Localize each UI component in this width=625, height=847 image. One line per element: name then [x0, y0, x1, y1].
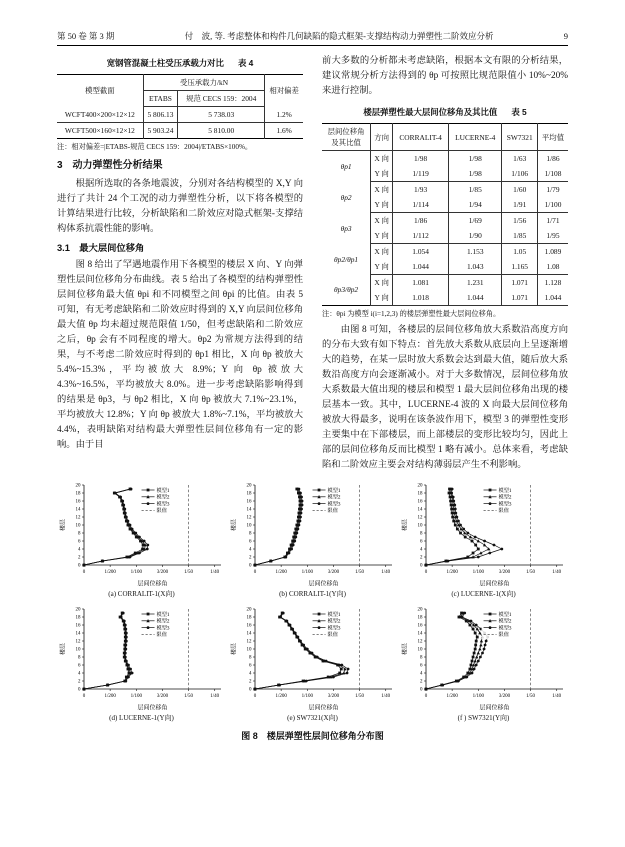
svg-text:18: 18	[75, 615, 80, 621]
table5-value: 1/85	[502, 228, 538, 244]
svg-text:2: 2	[248, 555, 251, 561]
subplot-caption: (a) CORRALIT-1(X向)	[108, 590, 175, 598]
table4-row	[57, 107, 303, 123]
svg-text:1/200: 1/200	[103, 570, 116, 575]
svg-text:模型3: 模型3	[498, 501, 512, 508]
svg-text:层间位移角: 层间位移角	[478, 705, 510, 712]
svg-text:12: 12	[417, 515, 422, 521]
svg-text:4: 4	[248, 671, 251, 677]
table4-cell-etabs: 5 903.24	[143, 123, 177, 139]
section-heading-3: 3 动力弹塑性分析结果	[57, 160, 163, 171]
svg-text:1/50: 1/50	[183, 694, 193, 699]
table4-col-dev: 相对偏差	[265, 75, 303, 107]
svg-text:模型1: 模型1	[498, 487, 512, 494]
theta-label: θp2/θp1	[334, 254, 359, 264]
svg-text:12: 12	[246, 515, 251, 521]
svg-text:16: 16	[246, 499, 251, 505]
table5-note: 注：θpi 为模型 i(i=1,2,3) 的楼层弹塑性最大层间位移角。	[322, 310, 501, 318]
svg-text:8: 8	[77, 655, 80, 661]
svg-text:模型2: 模型2	[498, 618, 512, 625]
table4-col-model: 模型截面	[57, 75, 143, 107]
svg-text:6: 6	[77, 663, 80, 669]
subplot-caption: (c) LUCERNE-1(X向)	[451, 590, 516, 598]
table5-value: 1.05	[502, 244, 538, 260]
svg-text:模型2: 模型2	[498, 494, 512, 501]
table5-dir: Y 向	[371, 166, 393, 182]
svg-text:楼层: 楼层	[60, 643, 66, 655]
table5-value: 1/63	[502, 151, 538, 167]
table4	[57, 74, 303, 139]
table5-dir: X 向	[371, 182, 393, 198]
svg-text:1/50: 1/50	[525, 570, 535, 575]
table5-header-cell: LUCERNE-4	[449, 124, 502, 151]
table4-col-code: 规范 CECS 159：2004	[178, 91, 265, 107]
svg-text:8: 8	[248, 531, 251, 537]
svg-text:模型3: 模型3	[156, 625, 170, 632]
table5-value: 1/90	[449, 228, 502, 244]
table5-row-x	[322, 275, 568, 291]
svg-text:10: 10	[246, 523, 251, 529]
svg-text:4: 4	[248, 547, 251, 553]
svg-text:12: 12	[417, 639, 422, 645]
svg-text:20: 20	[75, 483, 80, 489]
svg-text:楼层: 楼层	[402, 519, 408, 531]
svg-text:1/200: 1/200	[445, 570, 458, 575]
table5-value: 1/71	[538, 213, 569, 229]
figure8-subplot	[58, 479, 226, 599]
svg-text:8: 8	[419, 531, 422, 537]
svg-text:模型3: 模型3	[156, 501, 170, 508]
table4-title-text: 宽钢管混凝土柱受压承载力对比	[106, 58, 224, 68]
figure8-subplot	[400, 603, 568, 723]
svg-text:3/200: 3/200	[156, 570, 168, 575]
table4-cell-etabs: 5 806.13	[143, 107, 177, 123]
table5-value: 1/56	[502, 213, 538, 229]
table4-col-etabs: ETABS	[143, 91, 177, 107]
table5-value: 1/100	[538, 197, 569, 213]
table5-value: 1/86	[538, 151, 569, 167]
figure8-subplot	[58, 603, 226, 723]
line-chart	[58, 479, 226, 589]
paragraph-3: 前大多数的分析都未考虑缺陷，根据本文有限的分析结果，建议常规分析方法得到的 θp 可按照比规范限值小 10%~20% 来进行控制。	[322, 56, 568, 96]
svg-text:限值: 限值	[498, 508, 509, 515]
figure8-subplot	[229, 603, 397, 723]
table5-value: 1.08	[538, 259, 569, 275]
table5-row-x	[322, 244, 568, 260]
table5-value: 1.071	[502, 290, 538, 306]
svg-text:0: 0	[82, 694, 85, 699]
table5-value: 1.043	[449, 259, 502, 275]
svg-text:1/200: 1/200	[274, 570, 287, 575]
svg-text:1/50: 1/50	[183, 570, 193, 575]
section-heading-3-1: 3.1 最大层间位移角	[57, 243, 145, 253]
svg-text:层间位移角: 层间位移角	[307, 705, 339, 712]
table5-value: 1/108	[538, 166, 569, 182]
svg-text:2: 2	[419, 555, 422, 561]
svg-text:1/200: 1/200	[445, 694, 458, 699]
svg-text:1/100: 1/100	[130, 694, 142, 699]
table5-value: 1.231	[449, 275, 502, 291]
table5-title	[322, 105, 568, 120]
svg-text:10: 10	[75, 647, 80, 653]
svg-text:14: 14	[75, 631, 80, 637]
svg-text:0: 0	[253, 570, 256, 575]
table5-value: 1.165	[502, 259, 538, 275]
svg-text:1/40: 1/40	[209, 570, 219, 575]
table4-tag: 表 4	[237, 58, 254, 68]
svg-text:16: 16	[75, 623, 80, 629]
table5-group-label	[322, 213, 371, 244]
svg-text:楼层: 楼层	[402, 643, 408, 655]
svg-text:1/40: 1/40	[209, 694, 219, 699]
table4-cell-model: WCFT500×160×12×12	[57, 123, 143, 139]
svg-text:3/200: 3/200	[327, 570, 339, 575]
table5-value: 1.128	[538, 275, 569, 291]
svg-text:1/50: 1/50	[525, 694, 535, 699]
table4-cell-model: WCFT400×200×12×12	[57, 107, 143, 123]
table5-value: 1.054	[393, 244, 449, 260]
svg-text:6: 6	[248, 539, 251, 545]
table5-value: 1/98	[449, 151, 502, 167]
page-number: 9	[563, 31, 568, 41]
table5-value: 1/79	[538, 182, 569, 198]
svg-text:模型1: 模型1	[327, 611, 341, 618]
figure8-subplot	[400, 479, 568, 599]
table5-dir: Y 向	[371, 259, 393, 275]
svg-text:4: 4	[77, 671, 80, 677]
svg-text:20: 20	[417, 483, 422, 489]
svg-text:1/200: 1/200	[274, 694, 287, 699]
svg-text:16: 16	[75, 499, 80, 505]
table5-value: 1.018	[393, 290, 449, 306]
svg-text:1/100: 1/100	[301, 570, 313, 575]
table5-header-cell: CORRALIT-4	[393, 124, 449, 151]
svg-text:模型1: 模型1	[156, 487, 170, 494]
line-chart	[58, 603, 226, 713]
svg-text:16: 16	[417, 623, 422, 629]
table5-dir: X 向	[371, 213, 393, 229]
svg-text:18: 18	[246, 615, 251, 621]
left-column	[57, 54, 303, 473]
svg-text:1/100: 1/100	[301, 694, 313, 699]
svg-text:模型1: 模型1	[156, 611, 170, 618]
table5-value: 1/85	[449, 182, 502, 198]
svg-text:10: 10	[75, 523, 80, 529]
table5-value: 1/94	[449, 197, 502, 213]
svg-text:1/40: 1/40	[380, 570, 390, 575]
table5-value: 1/112	[393, 228, 449, 244]
svg-text:模型2: 模型2	[327, 618, 341, 625]
table5-value: 1.044	[538, 290, 569, 306]
svg-text:18: 18	[246, 491, 251, 497]
svg-text:模型3: 模型3	[327, 501, 341, 508]
svg-text:3/200: 3/200	[498, 570, 510, 575]
paragraph-2: 图 8 给出了罕遇地震作用下各模型的楼层 X 向、Y 向弹塑性层间位移角分布曲线。表 5 给出了各模型的结构弹塑性层间位移角最大值 θpi 和不同模型之间 θpi 的比值。由表 5 可知，有无考虑缺陷和二阶效应时得到的 X,Y 向层间位移角最大值 θp 均未超过规范限值 1/50，但考虑缺陷和二阶效应之后，θp 会有不同程度的增大。θp2 为常规方法得到的结果，与不考虑二阶效应时得到的 θp1 相比，X 向 θp 被放大 5.4%~15.3%，平均被放大 8.9%；Y 向 θp 被放大 4.3%~16.5%，平均被放大 8.0%。进一步考虑缺陷影响得到的结果是 θp3，与 θp2 相比，X 向 θp 被放大 7.1%~23.1%，平均被放大 12.8%；Y 向 θp 被放大 1.8%~7.1%，平均被放大 4.4%，表明缺陷对结构最大弹塑性层间位移角有一定的影响。由于目	[57, 260, 303, 450]
table5-value: 1/93	[393, 182, 449, 198]
svg-text:20: 20	[417, 607, 422, 613]
subplot-caption: (e) SW7321(X向)	[287, 714, 338, 722]
table4-cell-dev: 1.6%	[265, 123, 303, 139]
svg-text:2: 2	[419, 679, 422, 685]
table5-row-x	[322, 182, 568, 198]
svg-text:层间位移角: 层间位移角	[136, 581, 168, 588]
table5-row-x	[322, 213, 568, 229]
table5-group-label	[322, 151, 371, 182]
svg-text:限值: 限值	[156, 632, 167, 639]
svg-text:限值: 限值	[327, 632, 338, 639]
svg-text:14: 14	[246, 507, 251, 513]
table4-cell-dev: 1.2%	[265, 107, 303, 123]
svg-text:18: 18	[417, 491, 422, 497]
svg-text:20: 20	[75, 607, 80, 613]
svg-text:6: 6	[77, 539, 80, 545]
svg-text:4: 4	[419, 547, 422, 553]
svg-text:12: 12	[246, 639, 251, 645]
svg-text:18: 18	[417, 615, 422, 621]
table5-row-x	[322, 151, 568, 167]
svg-text:14: 14	[246, 631, 251, 637]
table4-title	[57, 56, 303, 71]
theta-label: θp3/θp2	[334, 285, 359, 295]
svg-text:0: 0	[248, 687, 251, 693]
svg-text:0: 0	[424, 694, 427, 699]
svg-text:14: 14	[417, 631, 422, 637]
svg-text:1/100: 1/100	[472, 570, 484, 575]
table5-value: 1/86	[393, 213, 449, 229]
table5-dir: X 向	[371, 244, 393, 260]
table5-header-cell: 方向	[371, 124, 393, 151]
svg-text:0: 0	[424, 570, 427, 575]
svg-text:模型1: 模型1	[327, 487, 341, 494]
svg-text:0: 0	[419, 563, 422, 569]
table5-value: 1/91	[502, 197, 538, 213]
svg-text:10: 10	[246, 647, 251, 653]
table5-value: 1/114	[393, 197, 449, 213]
table5-group-label	[322, 275, 371, 306]
table5-title-text: 楼层弹塑性最大层间位移角及其比值	[363, 107, 498, 117]
svg-text:20: 20	[246, 483, 251, 489]
svg-text:0: 0	[77, 563, 80, 569]
svg-text:6: 6	[419, 663, 422, 669]
line-chart	[400, 603, 568, 713]
svg-text:限值: 限值	[156, 508, 167, 515]
table4-cell-code: 5 738.03	[178, 107, 265, 123]
svg-text:层间位移角: 层间位移角	[136, 705, 168, 712]
svg-text:1/100: 1/100	[472, 694, 484, 699]
figure8	[57, 479, 568, 742]
table5-value: 1/69	[449, 213, 502, 229]
table5-header-cell: 平均值	[538, 124, 569, 151]
table5-header-cell: 层间位移角 及其比值	[322, 124, 371, 151]
theta-label: θp2	[340, 192, 352, 202]
svg-text:0: 0	[248, 563, 251, 569]
svg-text:0: 0	[253, 694, 256, 699]
svg-text:6: 6	[419, 539, 422, 545]
svg-text:14: 14	[417, 507, 422, 513]
svg-text:限值: 限值	[327, 508, 338, 515]
svg-text:1/40: 1/40	[551, 694, 561, 699]
svg-text:20: 20	[246, 607, 251, 613]
table5-dir: X 向	[371, 275, 393, 291]
table5-value: 1.081	[393, 275, 449, 291]
table5	[322, 123, 568, 306]
svg-text:模型2: 模型2	[156, 618, 170, 625]
svg-text:3/200: 3/200	[498, 694, 510, 699]
svg-text:1/200: 1/200	[103, 694, 116, 699]
svg-text:3/200: 3/200	[156, 694, 168, 699]
svg-text:1/40: 1/40	[551, 570, 561, 575]
running-title: 付 波, 等. 考虑整体和构件几何缺陷的隐式框架-支撑结构动力弹塑性二阶效应分析	[184, 31, 494, 41]
svg-text:10: 10	[417, 523, 422, 529]
line-chart	[229, 479, 397, 589]
svg-text:1/50: 1/50	[354, 694, 364, 699]
svg-text:18: 18	[75, 491, 80, 497]
theta-label: θp1	[340, 161, 352, 171]
svg-text:0: 0	[77, 687, 80, 693]
table5-value: 1.071	[502, 275, 538, 291]
svg-text:层间位移角: 层间位移角	[478, 581, 510, 588]
paragraph-1: 根据所选取的各条地震波，分别对各结构模型的 X,Y 向进行了共计 24 个工况的动力弹塑性分析，以下将各模型的计算结果进行比较，分析缺陷和二阶效应对隐式框架-支撑结构体系抗震性能的影响。	[57, 179, 303, 234]
svg-text:0: 0	[419, 687, 422, 693]
table5-value: 1/119	[393, 166, 449, 182]
svg-text:16: 16	[417, 499, 422, 505]
table5-group-label	[322, 244, 371, 275]
svg-text:模型2: 模型2	[156, 494, 170, 501]
svg-text:层间位移角: 层间位移角	[307, 581, 339, 588]
svg-text:楼层: 楼层	[231, 643, 237, 655]
svg-text:8: 8	[248, 655, 251, 661]
table5-dir: Y 向	[371, 228, 393, 244]
svg-text:楼层: 楼层	[60, 519, 66, 531]
svg-text:8: 8	[419, 655, 422, 661]
svg-text:6: 6	[248, 663, 251, 669]
svg-text:模型3: 模型3	[498, 625, 512, 632]
table5-value: 1/95	[538, 228, 569, 244]
svg-text:模型1: 模型1	[498, 611, 512, 618]
subplot-caption: (b) CORRALIT-1(Y向)	[279, 590, 346, 598]
svg-text:0: 0	[82, 570, 85, 575]
table5-dir: Y 向	[371, 197, 393, 213]
table5-value: 1.044	[393, 259, 449, 275]
table4-cell-code: 5 810.00	[178, 123, 265, 139]
svg-text:3/200: 3/200	[327, 694, 339, 699]
line-chart	[400, 479, 568, 589]
right-column	[322, 54, 568, 473]
svg-text:4: 4	[77, 547, 80, 553]
theta-label: θp3	[340, 223, 352, 233]
svg-text:模型2: 模型2	[327, 494, 341, 501]
journal-volume-issue: 第 50 卷 第 3 期	[57, 31, 115, 41]
svg-text:16: 16	[246, 623, 251, 629]
svg-text:1/40: 1/40	[380, 694, 390, 699]
svg-text:14: 14	[75, 507, 80, 513]
svg-text:1/100: 1/100	[130, 570, 142, 575]
table5-value: 1/60	[502, 182, 538, 198]
table5-value: 1/106	[502, 166, 538, 182]
table5-header-cell: SW7321	[502, 124, 538, 151]
subplot-caption: (f ) SW7321(Y向)	[457, 714, 510, 722]
svg-text:12: 12	[75, 515, 80, 521]
svg-text:楼层: 楼层	[231, 519, 237, 531]
table4-note: 注：相对偏差=|ETABS-规范 CECS 159：2004|/ETABS×100%。	[57, 143, 253, 151]
svg-text:2: 2	[77, 555, 80, 561]
svg-text:4: 4	[419, 671, 422, 677]
figure8-subplot	[229, 479, 397, 599]
subplot-caption: (d) LUCERNE-1(Y向)	[109, 714, 174, 722]
svg-text:12: 12	[75, 639, 80, 645]
table5-group-label	[322, 182, 371, 213]
table5-dir: Y 向	[371, 290, 393, 306]
svg-text:模型3: 模型3	[327, 625, 341, 632]
svg-text:1/50: 1/50	[354, 570, 364, 575]
svg-text:8: 8	[77, 531, 80, 537]
svg-text:限值: 限值	[498, 632, 509, 639]
table5-value: 1/98	[449, 166, 502, 182]
table4-row	[57, 123, 303, 139]
svg-text:2: 2	[248, 679, 251, 685]
table5-value: 1.044	[449, 290, 502, 306]
line-chart	[229, 603, 397, 713]
figure8-grid	[57, 479, 568, 723]
svg-text:2: 2	[77, 679, 80, 685]
paragraph-4: 由图 8 可知，各楼层的层间位移角放大系数沿高度方向的分布大致有如下特点：首先放大系数从底层向上呈逐渐增大的趋势，在某一层时放大系数会达到最大值，随后放大系数沿高度方向会逐渐减小。对于大多数情况，层间位移角放大系数最大值出现的楼层和模型 1 最大层间位移角出现的楼层基本一致。其中，LUCERNE-4 波的 X 向最大层间位移角被放大得最多，说明在该条波作用下，模型 3 的弹塑性变形主要集中在下部楼层，而上部楼层的变形比较均匀，因此上部的层间位移角反而比模型 1 略有减小。总体来看，考虑缺陷和二阶效应主要会对结构薄弱层产生不利影响。	[322, 325, 568, 470]
table5-value: 1/98	[393, 151, 449, 167]
table5-tag: 表 5	[511, 107, 527, 117]
svg-text:10: 10	[417, 647, 422, 653]
table5-dir: X 向	[371, 151, 393, 167]
table4-col-capacity: 受压承载力/kN	[143, 75, 265, 91]
figure8-caption: 图 8 楼层弹塑性层间位移角分布图	[241, 731, 384, 741]
running-header	[57, 30, 568, 46]
table5-value: 1.089	[538, 244, 569, 260]
table5-value: 1.153	[449, 244, 502, 260]
